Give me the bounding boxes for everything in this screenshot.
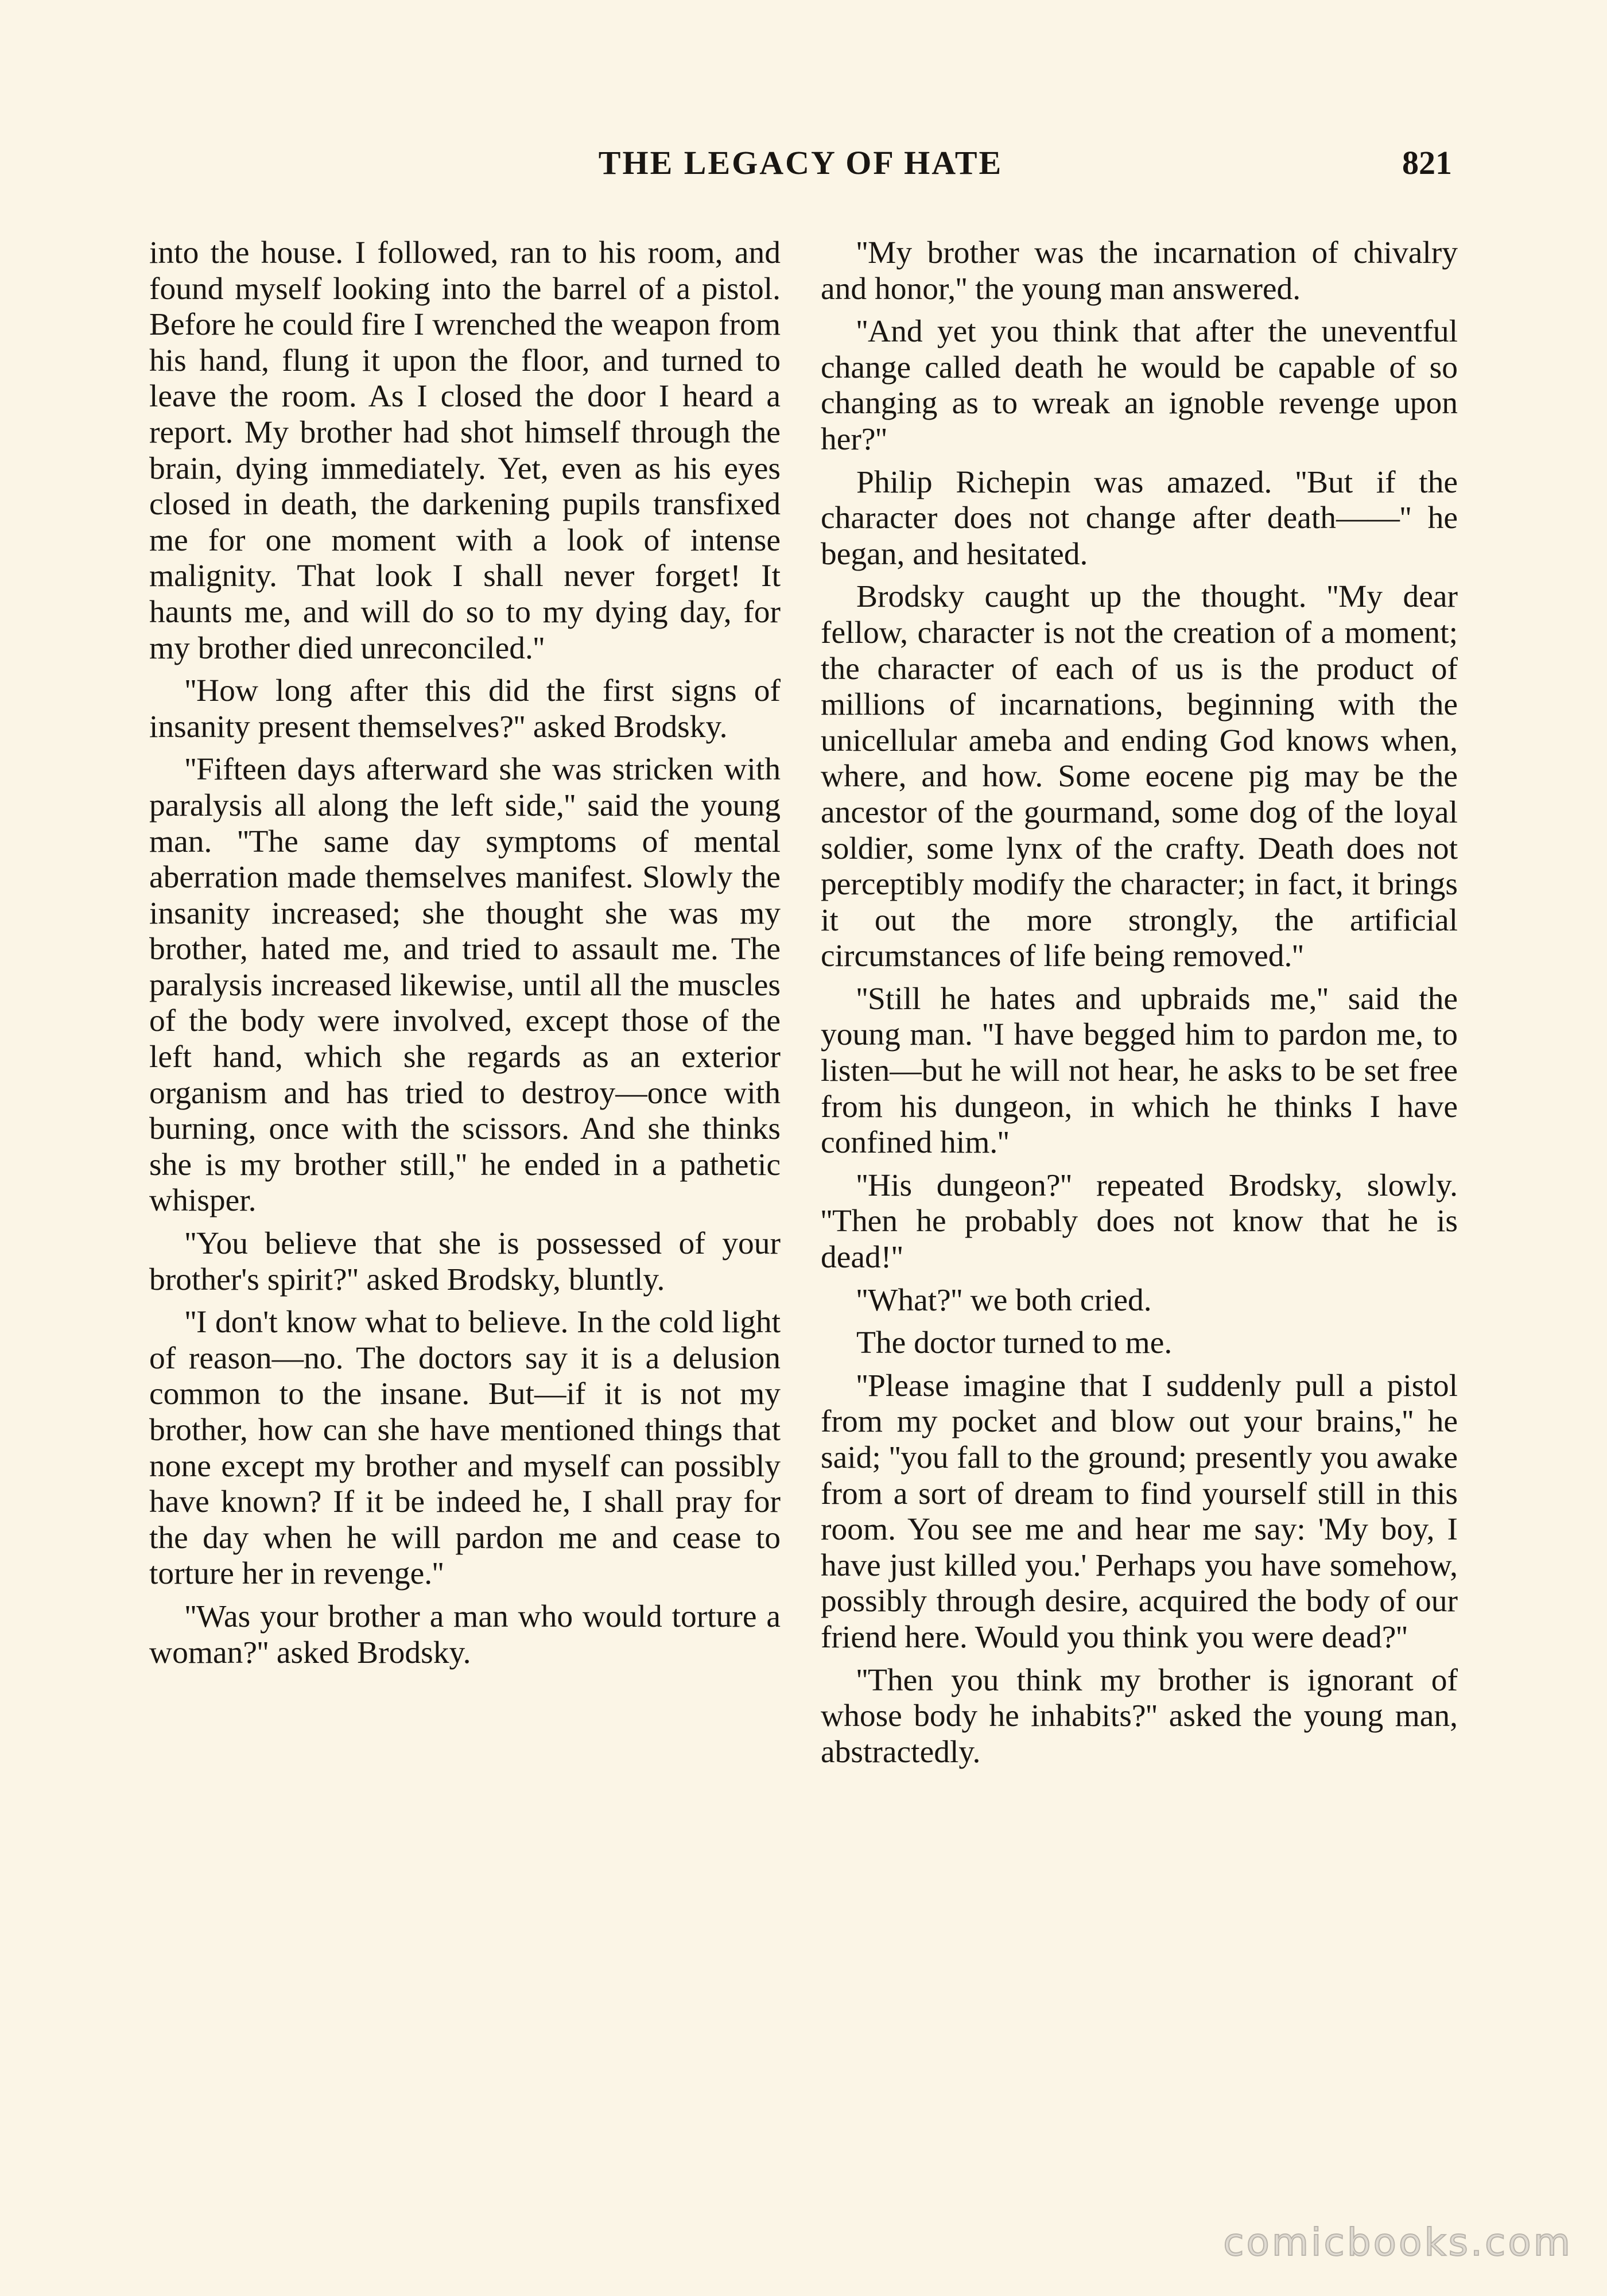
page-number: 821 xyxy=(1402,144,1452,181)
watermark: comicbooks.com xyxy=(1223,2220,1573,2264)
paragraph: Brodsky caught up the thought. ''My dear fellow, character is not the creation of a moment; the character of each of us is the product of millions of incarnations, beginning with the unicellular ameba and ending God knows when, where, and how. Some eocene pig may be the ancestor of the gourmand, some dog of the loyal soldier, some lynx of the crafty. Death does not perceptibly modify the character; in fact, it brings it out the more strongly, the artificial circumstances of life being removed.'' xyxy=(821,579,1458,974)
paragraph: ''I don't know what to believe. In the cold light of reason—no. The doctors say it is a delusion common to the insane. But—if it is not my brother, how can she have mentioned things that none except my brother and myself can possibly have known? If it be indeed he, I shall pray for the day when he will pardon me and cease to torture her in revenge.'' xyxy=(149,1305,781,1592)
paragraph: ''Then you think my brother is ignorant of whose body he inhabits?'' asked the young man, abstractedly. xyxy=(821,1662,1458,1770)
left-column xyxy=(149,235,781,1678)
right-column xyxy=(821,235,1458,1777)
paragraph: ''Was your brother a man who would torture a woman?'' asked Brodsky. xyxy=(149,1599,781,1670)
paragraph: ''You believe that she is possessed of your brother's spirit?'' asked Brodsky, bluntly. xyxy=(149,1226,781,1297)
running-head: THE LEGACY OF HATE xyxy=(598,144,1003,181)
paragraph: ''Please imagine that I suddenly pull a pistol from my pocket and blow out your brains,'' he said; ''you fall to the ground; presently you awake from a sort of dream to find yourself still in this room. You see me and hear me say: 'My boy, I have just killed you.' Perhaps you have somehow, possibly through desire, acquired the body of our friend here. Would you think you were dead?'' xyxy=(821,1368,1458,1655)
paragraph: The doctor turned to me. xyxy=(856,1325,1173,1361)
paragraph: ''What?'' we both cried. xyxy=(856,1282,1152,1318)
paragraph: ''My brother was the incarnation of chivalry and honor,'' the young man answered. xyxy=(821,235,1458,307)
paragraph: ''And yet you think that after the uneventful change called death he would be capable of so changing as to wreak an ignoble revenge upon her?'' xyxy=(821,314,1458,457)
paragraph: Philip Richepin was amazed. ''But if the character does not change after death——'' he began, and hesitated. xyxy=(821,464,1458,572)
page-header xyxy=(149,144,1452,195)
paragraph: ''His dungeon?'' repeated Brodsky, slowly. ''Then he probably does not know that he is dead!'' xyxy=(821,1168,1458,1275)
paragraph: ''Still he hates and upbraids me,'' said the young man. ''I have begged him to pardon me, to listen—but he will not hear, he asks to be set free from his dungeon, in which he thinks I have confined him.'' xyxy=(821,981,1458,1161)
paragraph: into the house. I followed, ran to his room, and found myself looking into the barrel of a pistol. Before he could fire I wrenched the weapon from his hand, flung it upon the floor, and turned to leave the room. As I closed the door I heard a report. My brother had shot himself through the brain, dying immediately. Yet, even as his eyes closed in death, the darkening pupils transfixed me for one moment with a look of intense malignity. That look I shall never forget! It haunts me, and will do so to my dying day, for my brother died unreconciled.'' xyxy=(149,235,781,666)
paragraph: ''Fifteen days afterward she was stricken with paralysis all along the left side,'' said the young man. ''The same day symptoms of mental aberration made themselves manifest. Slowly the insanity increased; she thought she was my brother, hated me, and tried to assault me. The paralysis increased likewise, until all the muscles of the body were involved, except those of the left hand, which she regards as an exterior organism and has tried to destroy—once with burning, once with the scissors. And she thinks she is my brother still,'' he ended in a pathetic whisper. xyxy=(149,752,781,1219)
paragraph: ''How long after this did the first signs of insanity present themselves?'' asked Brodsky. xyxy=(149,673,781,744)
